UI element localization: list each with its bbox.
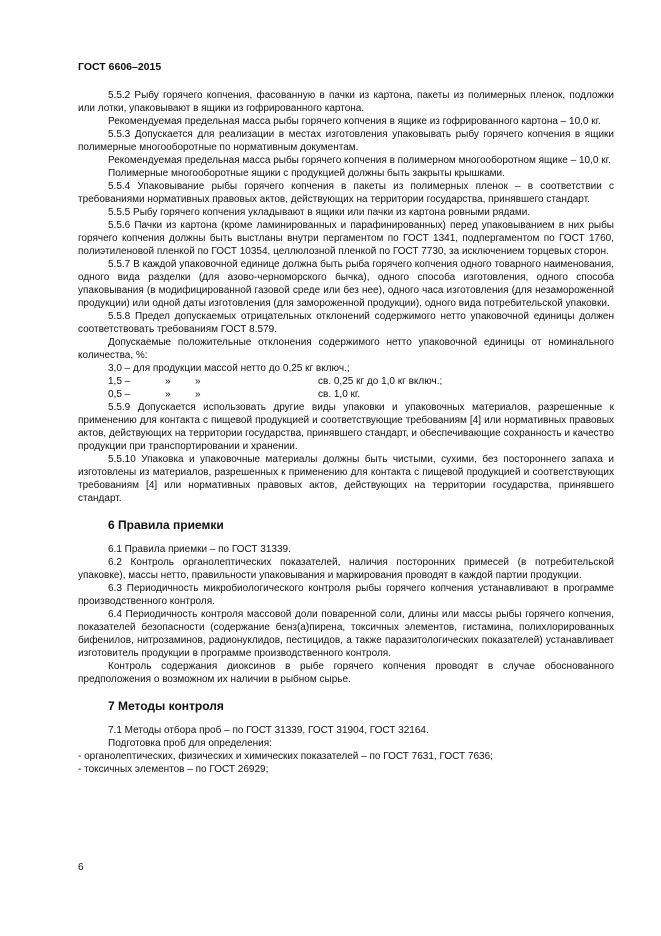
list-item: [78, 388, 614, 401]
list-item: [78, 362, 614, 375]
paragraph: Полимерные многооборотные ящики с продукцией должны быть закрыты крышками.: [108, 168, 505, 179]
document-body: [78, 89, 614, 776]
paragraph-5-5-4: 5.5.4 Упаковывание рыбы горячего копчения в пакеты из полимерных пленок – в соответствии с требованиями нормативных правовых актов, действующих на территории государства, принявшего стандарт.: [78, 181, 614, 205]
paragraph-5-5-2: 5.5.2 Рыбу горячего копчения, фасованную в пачки из картона, пакеты из полимерных пленок, подложки или лотки, упаковывают в ящики из гофрированного картона.: [78, 90, 614, 114]
page-number: 6: [78, 862, 84, 873]
list-item: - токсичных элементов – по ГОСТ 26929;: [78, 764, 269, 775]
paragraph: Рекомендуемая предельная масса рыбы горячего копчения в ящике из гофрированного картона – 10,0 кг.: [108, 116, 601, 127]
ditto-mark: »: [195, 376, 201, 387]
paragraph-5-5-8: 5.5.8 Предел допускаемых отрицательных отклонений содержимого нетто упаковочной единицы должен соответствовать требованиям ГОСТ 8.579.: [78, 311, 614, 335]
list-item-text: св. 0,25 кг до 1,0 кг включ.;: [318, 376, 443, 387]
paragraph-6-1: 6.1 Правила приемки – по ГОСТ 31339.: [108, 544, 291, 555]
ditto-mark: »: [165, 376, 171, 387]
list-item: - органолептических, физических и химических показателей – по ГОСТ 7631, ГОСТ 7636;: [78, 751, 493, 762]
section-heading-7: 7 Методы контроля: [108, 699, 224, 713]
list-item: [78, 375, 614, 388]
list-item-value: 0,5 –: [108, 389, 131, 400]
paragraph-5-5-6: 5.5.6 Пачки из картона (кроме ламинированных и парафинированных) перед упаковыванием в них рыбы горячего копчения должны быть выстланы внутри пергаментом по ГОСТ 1341, подпергаментом по ГОСТ 1760, полиэтиленовой пленкой по ГОСТ 10354, целлюлозной пленкой по ГОСТ 7730, за исключением торцевых сторон.: [78, 220, 614, 257]
list-item-value: 1,5 –: [108, 376, 131, 387]
ditto-mark: »: [195, 389, 201, 400]
list-item-text: св. 1,0 кг.: [318, 389, 361, 400]
paragraph-6-2: 6.2 Контроль органолептических показателей, наличия посторонних примесей (в потребительской упаковке), массы нетто, правильности упаковывания и маркирования проводят в каждой партии продукции.: [78, 557, 614, 581]
paragraph: Подготовка проб для определения:: [108, 738, 272, 749]
paragraph: Контроль содержания диоксинов в рыбе горячего копчения проводят в случае обоснованного предположения о возможном их наличии в рыбном сырье.: [78, 661, 614, 685]
paragraph: Рекомендуемая предельная масса рыбы горячего копчения в полимерном многооборотном ящике – 10,0 кг.: [108, 155, 611, 166]
paragraph-6-4: 6.4 Периодичность контроля массовой доли поваренной соли, длины или массы рыбы горячего копчения, показателей безопасности (содержание бенз(а)пирена, токсичных элементов, гистамина, полихлорированных бифенилов, нитрозаминов, радионуклидов, пестицидов, а также паразитологических показателей) устанавливает изготовитель продукции в программе производственного контроля.: [78, 609, 614, 659]
document-header: ГОСТ 6606–2015: [78, 61, 162, 73]
paragraph: Допускаемые положительные отклонения содержимого нетто упаковочной единицы от номинального количества, %:: [78, 337, 614, 361]
paragraph-5-5-9: 5.5.9 Допускается использовать другие виды упаковки и упаковочных материалов, разрешенные к применению для контакта с пищевой продукцией и соответствующие требованиям [4] или нормативных правовых актов, действующих на территории государства, принявшего стандарт, и обеспечивающие сохранность и качество продукции при транспортировании и хранении.: [78, 402, 614, 452]
paragraph-5-5-10: 5.5.10 Упаковка и упаковочные материалы должны быть чистыми, сухими, без постороннего запаха и изготовлены из материалов, разрешенных к применению для контакта с пищевой продукцией и соответствующих требованиям [4] или нормативных правовых актов, действующих на территории государства, принявшего стандарт.: [78, 454, 614, 504]
paragraph-7-1: 7.1 Методы отбора проб – по ГОСТ 31339, ГОСТ 31904, ГОСТ 32164.: [108, 725, 429, 736]
list-item-text: 3,0 – для продукции массой нетто до 0,25 кг включ.;: [108, 363, 350, 374]
paragraph-6-3: 6.3 Периодичность микробиологического контроля рыбы горячего копчения устанавливают в программе производственного контроля.: [78, 583, 614, 607]
paragraph-5-5-3: 5.5.3 Допускается для реализации в местах изготовления упаковывать рыбу горячего копчения в ящики полимерные многооборотные по нормативным документам.: [78, 129, 614, 153]
ditto-mark: »: [165, 389, 171, 400]
paragraph-5-5-5: 5.5.5 Рыбу горячего копчения укладывают в ящики или пачки из картона ровными рядами.: [108, 207, 531, 218]
section-heading-6: 6 Правила приемки: [108, 518, 224, 532]
deviation-list: [78, 362, 614, 401]
paragraph-5-5-7: 5.5.7 В каждой упаковочной единице должна быть рыба горячего копчения одного товарного наименования, одного вида разделки (для азово-черноморского бычка), одного способа изготовления, одного способа упаковывания (в модифицированной газовой среде или без нее), одного часа изготовления (для незамороженной продукции) или одной даты изготовления (для замороженной продукции), одного вида потребительской упаковки.: [78, 259, 614, 309]
